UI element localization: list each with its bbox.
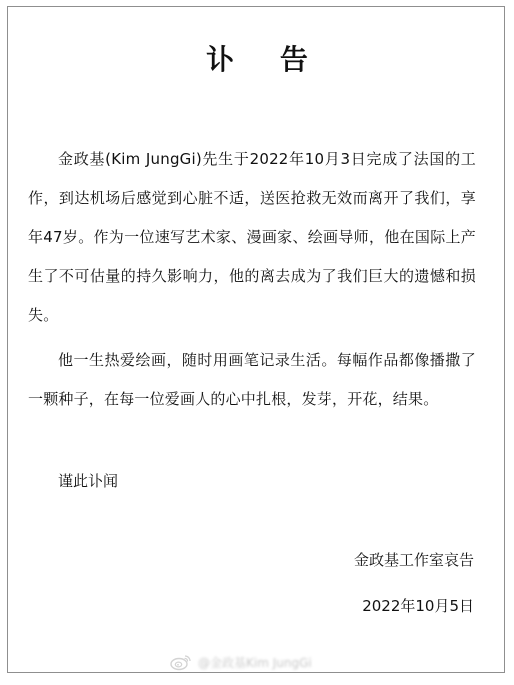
notice-signature: 金政基工作室哀告 (353, 551, 474, 569)
notice-paragraph-1: 金政基(Kim JungGi)先生于2022年10月3日完成了法国的工作，到达机场后感觉到心脏不适，送医抢救无效而离开了我们，享年47岁。作为一位速写艺术家、漫画家、绘画导师，他在国际上产生了不可估量的持久影响力，他的离去成为了我们巨大的遗憾和损失。 (28, 150, 476, 324)
notice-closing: 谨此讣闻 (58, 472, 119, 490)
watermark (170, 650, 312, 674)
notice-date: 2022年10月5日 (362, 597, 474, 615)
watermark-text: @金政基Kim JungGi (198, 655, 312, 670)
weibo-icon (170, 653, 192, 671)
notice-paragraph-2: 他一生热爱绘画，随时用画笔记录生活。每幅作品都像播撒了一颗种子，在每一位爱画人的心中扎根，发芽，开花，结果。 (28, 351, 476, 408)
notice-title: 讣 告 (206, 43, 326, 76)
